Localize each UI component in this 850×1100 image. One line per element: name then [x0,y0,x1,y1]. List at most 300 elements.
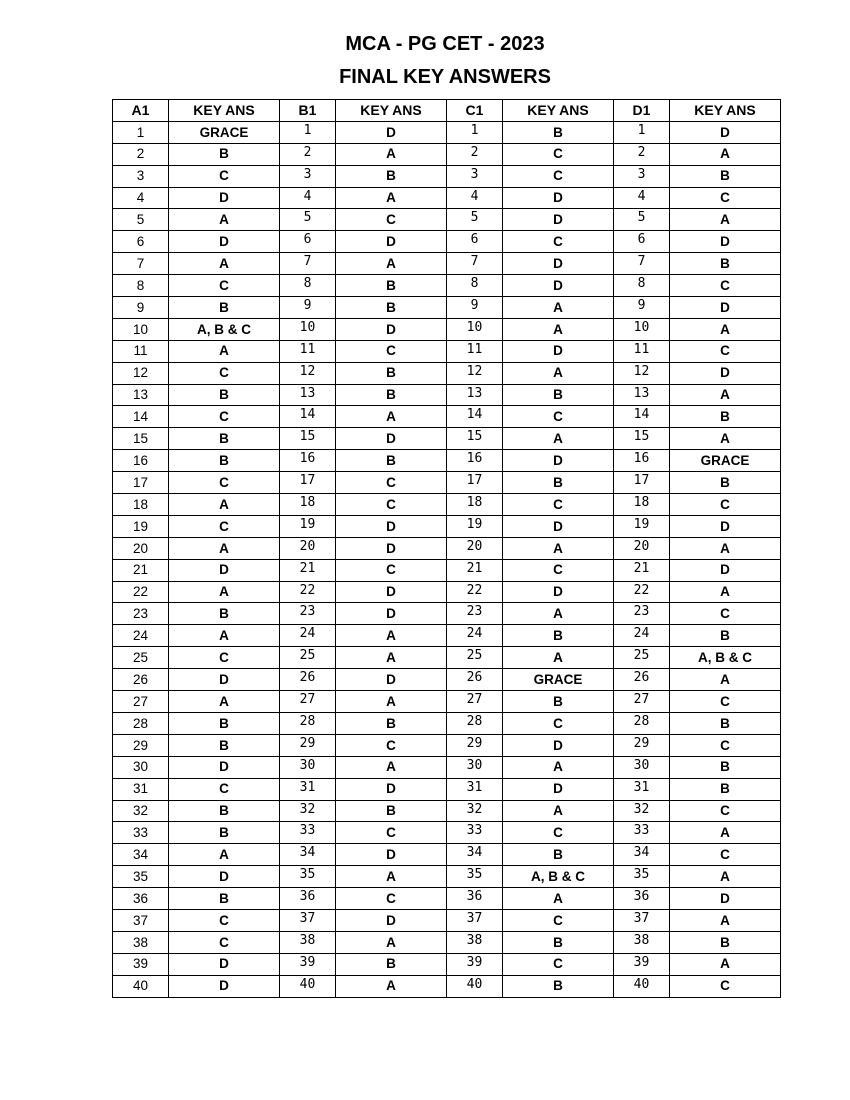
key-answer-cell: A [503,647,614,669]
key-answer-cell: B [503,975,614,997]
key-answer-cell: GRACE [169,121,280,143]
table-row [113,143,781,165]
question-number-cell: 14 [113,406,169,428]
key-answer-cell: D [503,734,614,756]
key-answer-cell: C [503,231,614,253]
column-header-question: C1 [447,100,503,122]
question-number-cell: 40 [113,975,169,997]
key-answer-cell: C [670,275,781,297]
table-row [113,909,781,931]
table-row [113,953,781,975]
key-answer-cell: B [336,275,447,297]
key-answer-cell: B [670,712,781,734]
question-number-cell: 3 [447,165,503,187]
column-header-key: KEY ANS [503,100,614,122]
table-row [113,472,781,494]
table-row [113,165,781,187]
key-answer-cell: B [169,428,280,450]
question-number-cell: 24 [280,625,336,647]
key-answer-cell: A [336,691,447,713]
key-answer-cell: D [336,231,447,253]
key-answer-cell: C [670,187,781,209]
table-row [113,253,781,275]
key-answer-cell: A [670,318,781,340]
question-number-cell: 2 [280,143,336,165]
question-number-cell: 33 [614,822,670,844]
question-number-cell: 37 [113,909,169,931]
key-answer-cell: C [336,888,447,910]
key-answer-cell: C [670,844,781,866]
question-number-cell: 40 [447,975,503,997]
key-answer-cell: C [503,559,614,581]
key-answer-cell: D [169,975,280,997]
question-number-cell: 26 [113,669,169,691]
key-answer-cell: B [670,406,781,428]
table-body [113,121,781,997]
question-number-cell: 3 [280,165,336,187]
key-answer-cell: C [169,472,280,494]
key-answer-cell: A [670,909,781,931]
question-number-cell: 35 [614,866,670,888]
question-number-cell: 6 [113,231,169,253]
question-number-cell: 9 [447,297,503,319]
key-answer-cell: A [503,756,614,778]
question-number-cell: 38 [614,931,670,953]
question-number-cell: 32 [614,800,670,822]
key-answer-cell: B [503,844,614,866]
key-answer-cell: A [169,691,280,713]
question-number-cell: 5 [280,209,336,231]
key-answer-cell: D [503,253,614,275]
table-row [113,647,781,669]
question-number-cell: 12 [614,362,670,384]
key-answer-cell: A, B & C [503,866,614,888]
key-answer-cell: D [336,121,447,143]
table-row [113,231,781,253]
key-answer-cell: B [336,953,447,975]
question-number-cell: 20 [614,537,670,559]
question-number-cell: 19 [447,515,503,537]
key-answer-cell: A [336,975,447,997]
key-answer-cell: D [169,756,280,778]
key-answer-cell: D [670,297,781,319]
question-number-cell: 36 [113,888,169,910]
key-answer-cell: B [503,384,614,406]
question-number-cell: 15 [280,428,336,450]
question-number-cell: 13 [280,384,336,406]
key-answer-cell: C [503,822,614,844]
question-number-cell: 17 [113,472,169,494]
column-header-question: D1 [614,100,670,122]
key-answer-cell: B [169,384,280,406]
answer-key-table [112,99,781,998]
key-answer-cell: D [503,515,614,537]
question-number-cell: 27 [447,691,503,713]
key-answer-cell: C [169,275,280,297]
question-number-cell: 16 [113,450,169,472]
question-number-cell: 30 [280,756,336,778]
key-answer-cell: B [336,800,447,822]
key-answer-cell: C [169,515,280,537]
question-number-cell: 2 [614,143,670,165]
key-answer-cell: C [336,340,447,362]
key-answer-cell: D [336,537,447,559]
table-row [113,888,781,910]
key-answer-cell: A [670,537,781,559]
question-number-cell: 10 [113,318,169,340]
key-answer-cell: A [503,537,614,559]
question-number-cell: 8 [113,275,169,297]
key-answer-cell: C [169,778,280,800]
question-number-cell: 31 [614,778,670,800]
key-answer-cell: C [169,647,280,669]
key-answer-cell: B [503,691,614,713]
table-row [113,406,781,428]
page-subtitle: FINAL KEY ANSWERS [339,66,551,88]
key-answer-cell: A [336,931,447,953]
question-number-cell: 7 [280,253,336,275]
question-number-cell: 37 [447,909,503,931]
key-answer-cell: D [169,187,280,209]
question-number-cell: 1 [614,121,670,143]
key-answer-cell: B [336,384,447,406]
key-answer-cell: B [336,450,447,472]
question-number-cell: 25 [447,647,503,669]
question-number-cell: 14 [614,406,670,428]
key-answer-cell: A [670,384,781,406]
question-number-cell: 36 [447,888,503,910]
table-row [113,450,781,472]
question-number-cell: 3 [113,165,169,187]
key-answer-cell: B [169,712,280,734]
key-answer-cell: A [336,625,447,647]
question-number-cell: 21 [113,559,169,581]
key-answer-cell: A [670,428,781,450]
question-number-cell: 1 [280,121,336,143]
question-number-cell: 23 [280,603,336,625]
table-row [113,800,781,822]
question-number-cell: 19 [614,515,670,537]
question-number-cell: 36 [614,888,670,910]
question-number-cell: 12 [447,362,503,384]
question-number-cell: 4 [447,187,503,209]
key-answer-cell: D [503,187,614,209]
key-answer-cell: D [670,559,781,581]
question-number-cell: 39 [614,953,670,975]
question-number-cell: 29 [280,734,336,756]
table-row [113,297,781,319]
question-number-cell: 38 [113,931,169,953]
question-number-cell: 18 [614,494,670,516]
key-answer-cell: C [670,800,781,822]
question-number-cell: 25 [280,647,336,669]
question-number-cell: 25 [614,647,670,669]
question-number-cell: 4 [280,187,336,209]
key-answer-cell: A [169,581,280,603]
table-row [113,866,781,888]
key-answer-cell: B [503,472,614,494]
key-answer-cell: D [336,909,447,931]
key-answer-cell: B [670,165,781,187]
key-answer-cell: B [169,450,280,472]
table-row [113,669,781,691]
key-answer-cell: D [503,778,614,800]
column-header-question: B1 [280,100,336,122]
question-number-cell: 39 [113,953,169,975]
key-answer-cell: C [670,691,781,713]
table-row [113,822,781,844]
key-answer-cell: D [503,209,614,231]
key-answer-cell: B [503,931,614,953]
question-number-cell: 28 [614,712,670,734]
key-answer-cell: C [503,143,614,165]
question-number-cell: 28 [280,712,336,734]
key-answer-cell: A [670,143,781,165]
key-answer-cell: C [503,406,614,428]
key-answer-cell: A [503,297,614,319]
key-answer-cell: D [336,603,447,625]
key-answer-cell: D [336,778,447,800]
key-answer-cell: A [169,340,280,362]
question-number-cell: 30 [113,756,169,778]
question-number-cell: 39 [447,953,503,975]
key-answer-cell: B [169,143,280,165]
question-number-cell: 18 [113,494,169,516]
question-number-cell: 6 [614,231,670,253]
question-number-cell: 9 [280,297,336,319]
key-answer-cell: A [670,209,781,231]
question-number-cell: 10 [614,318,670,340]
question-number-cell: 38 [447,931,503,953]
question-number-cell: 19 [113,515,169,537]
question-number-cell: 10 [447,318,503,340]
key-answer-cell: B [670,253,781,275]
question-number-cell: 13 [447,384,503,406]
table-row [113,362,781,384]
question-number-cell: 17 [280,472,336,494]
question-number-cell: 11 [614,340,670,362]
key-answer-cell: C [336,494,447,516]
key-answer-cell: C [670,340,781,362]
table-row [113,603,781,625]
table-row [113,734,781,756]
key-answer-cell: B [670,625,781,647]
key-answer-cell: A, B & C [670,647,781,669]
question-number-cell: 16 [614,450,670,472]
question-number-cell: 32 [280,800,336,822]
question-number-cell: 3 [614,165,670,187]
table-row [113,691,781,713]
question-number-cell: 22 [447,581,503,603]
question-number-cell: 13 [113,384,169,406]
question-number-cell: 15 [447,428,503,450]
key-answer-cell: A [169,625,280,647]
key-answer-cell: D [336,428,447,450]
key-answer-cell: A [336,866,447,888]
question-number-cell: 18 [447,494,503,516]
key-answer-cell: D [670,121,781,143]
table-row [113,931,781,953]
question-number-cell: 12 [280,362,336,384]
key-answer-cell: A [336,406,447,428]
key-answer-cell: B [503,625,614,647]
question-number-cell: 24 [447,625,503,647]
table-row [113,559,781,581]
key-answer-cell: C [169,931,280,953]
table-row [113,625,781,647]
key-answer-cell: C [336,559,447,581]
question-number-cell: 32 [447,800,503,822]
question-number-cell: 26 [280,669,336,691]
question-number-cell: 36 [280,888,336,910]
table-row [113,121,781,143]
question-number-cell: 35 [280,866,336,888]
question-number-cell: 40 [614,975,670,997]
key-answer-cell: D [503,581,614,603]
key-answer-cell: D [169,953,280,975]
question-number-cell: 15 [614,428,670,450]
question-number-cell: 29 [113,734,169,756]
question-number-cell: 11 [280,340,336,362]
table-row [113,318,781,340]
key-answer-cell: A [336,143,447,165]
question-number-cell: 37 [614,909,670,931]
key-answer-cell: D [336,318,447,340]
key-answer-cell: A [336,647,447,669]
question-number-cell: 28 [447,712,503,734]
key-answer-cell: C [336,472,447,494]
question-number-cell: 1 [447,121,503,143]
table-row [113,428,781,450]
question-number-cell: 9 [113,297,169,319]
key-answer-cell: C [670,975,781,997]
key-answer-cell: D [670,362,781,384]
key-answer-cell: A [169,253,280,275]
key-answer-cell: D [670,888,781,910]
key-answer-cell: B [670,756,781,778]
question-number-cell: 1 [113,121,169,143]
key-answer-cell: C [503,494,614,516]
table-row [113,187,781,209]
question-number-cell: 14 [447,406,503,428]
table-row [113,275,781,297]
page-title: MCA - PG CET - 2023 [345,33,545,55]
question-number-cell: 5 [113,209,169,231]
question-number-cell: 5 [447,209,503,231]
question-number-cell: 34 [280,844,336,866]
key-answer-cell: C [503,165,614,187]
question-number-cell: 38 [280,931,336,953]
key-answer-cell: D [503,340,614,362]
question-number-cell: 29 [447,734,503,756]
question-number-cell: 23 [614,603,670,625]
question-number-cell: 12 [113,362,169,384]
key-answer-cell: D [670,515,781,537]
question-number-cell: 11 [447,340,503,362]
question-number-cell: 19 [280,515,336,537]
question-number-cell: 22 [614,581,670,603]
question-number-cell: 8 [280,275,336,297]
key-answer-cell: C [503,953,614,975]
question-number-cell: 16 [447,450,503,472]
question-number-cell: 34 [113,844,169,866]
question-number-cell: 4 [113,187,169,209]
key-answer-cell: D [670,231,781,253]
key-answer-cell: B [169,297,280,319]
table-row [113,778,781,800]
key-answer-cell: B [336,165,447,187]
question-number-cell: 40 [280,975,336,997]
key-answer-cell: C [503,712,614,734]
key-answer-cell: C [336,209,447,231]
question-number-cell: 31 [280,778,336,800]
question-number-cell: 34 [614,844,670,866]
table-row [113,756,781,778]
key-answer-cell: D [336,669,447,691]
key-answer-cell: A [503,888,614,910]
table-row [113,581,781,603]
question-number-cell: 33 [447,822,503,844]
key-answer-cell: A [670,581,781,603]
question-number-cell: 28 [113,712,169,734]
key-answer-cell: B [169,822,280,844]
key-answer-cell: D [169,866,280,888]
key-answer-cell: B [169,800,280,822]
question-number-cell: 6 [280,231,336,253]
question-number-cell: 21 [447,559,503,581]
question-number-cell: 7 [113,253,169,275]
key-answer-cell: A [169,537,280,559]
key-answer-cell: D [336,844,447,866]
question-number-cell: 37 [280,909,336,931]
key-answer-cell: A [670,953,781,975]
key-answer-cell: C [169,406,280,428]
key-answer-cell: D [169,669,280,691]
key-answer-cell: D [503,450,614,472]
question-number-cell: 27 [614,691,670,713]
key-answer-cell: A [503,428,614,450]
column-header-key: KEY ANS [169,100,280,122]
key-answer-cell: D [336,581,447,603]
key-answer-cell: A [670,822,781,844]
question-number-cell: 21 [280,559,336,581]
question-number-cell: 33 [113,822,169,844]
question-number-cell: 30 [447,756,503,778]
key-answer-cell: B [336,712,447,734]
question-number-cell: 2 [113,143,169,165]
table-row [113,494,781,516]
key-answer-cell: C [169,909,280,931]
key-answer-cell: B [670,931,781,953]
question-number-cell: 39 [280,953,336,975]
table-row [113,537,781,559]
question-number-cell: 2 [447,143,503,165]
key-answer-cell: A [670,866,781,888]
key-answer-cell: A, B & C [169,318,280,340]
question-number-cell: 8 [447,275,503,297]
key-answer-cell: C [670,603,781,625]
question-number-cell: 27 [113,691,169,713]
key-answer-cell: A [169,494,280,516]
key-answer-cell: A [169,209,280,231]
question-number-cell: 35 [113,866,169,888]
column-header-key: KEY ANS [336,100,447,122]
key-answer-cell: B [670,778,781,800]
key-answer-cell: B [670,472,781,494]
table-row [113,844,781,866]
column-header-question: A1 [113,100,169,122]
key-answer-cell: A [169,844,280,866]
